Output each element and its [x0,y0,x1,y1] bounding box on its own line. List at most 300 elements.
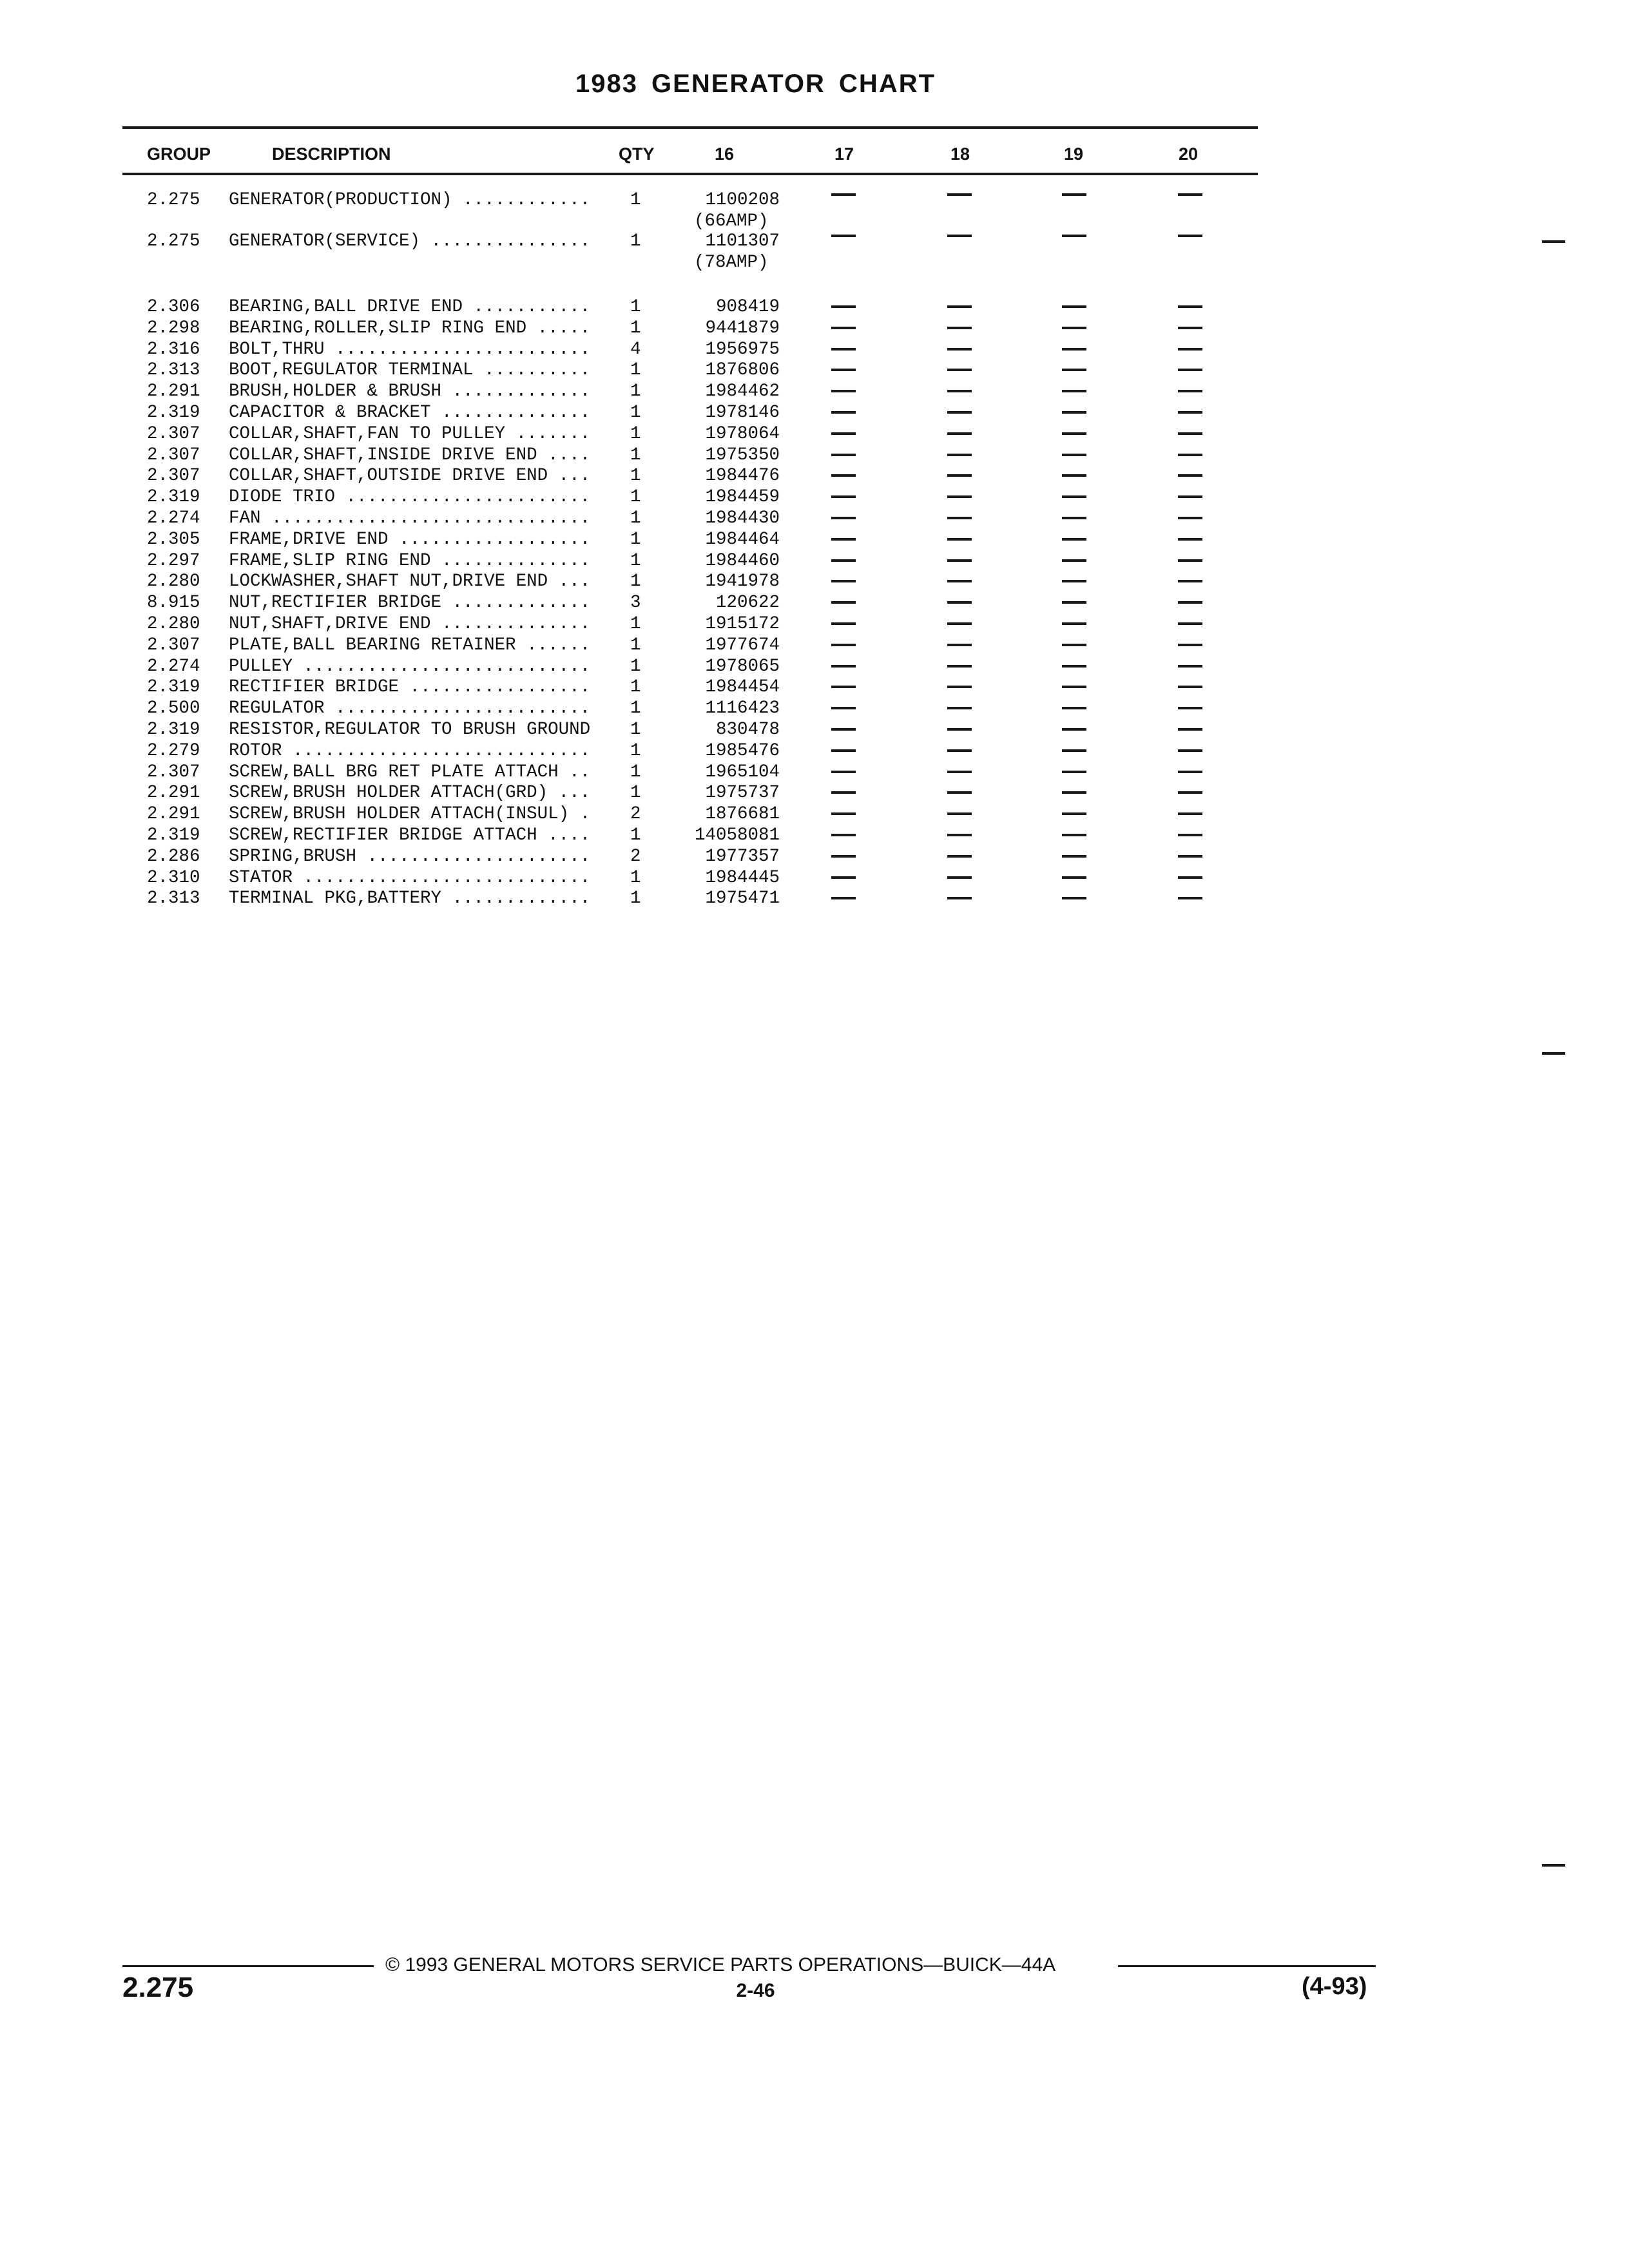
group-cell: 2.319 [147,825,200,845]
table-row [0,296,1289,318]
part-number-cell: 1915172 [705,614,780,634]
dash-mark-col-19 [1062,305,1086,308]
table-row [0,762,1289,783]
dash-mark-col-19 [1062,411,1086,414]
dash-mark-col-20 [1178,390,1202,392]
part-number-cell: 1956975 [705,339,780,360]
footer-rule-left [122,1965,374,1967]
group-cell: 2.275 [147,190,200,210]
dash-mark-col-17 [831,454,856,456]
table-row [0,189,1289,231]
group-cell: 2.274 [147,508,200,528]
table-row [0,888,1289,909]
qty-cell: 1 [630,529,641,550]
table-row [0,698,1289,719]
group-cell: 2.307 [147,445,200,465]
group-cell: 2.319 [147,403,200,423]
dash-mark-col-18 [947,791,972,794]
dash-mark-col-18 [947,193,972,196]
dash-mark-col-17 [831,686,856,688]
dash-mark-col-17 [831,411,856,414]
dash-mark-col-20 [1178,411,1202,414]
dash-mark-col-20 [1178,235,1202,237]
qty-cell: 1 [630,783,641,803]
group-cell: 2.307 [147,466,200,486]
group-cell: 2.307 [147,762,200,782]
qty-cell: 1 [630,677,641,698]
dash-mark-col-20 [1178,728,1202,731]
part-number-cell: 120622 [715,593,780,613]
part-number-cell: 1100208 [705,190,780,210]
part-number-cell: 1975737 [705,783,780,803]
group-cell: 2.313 [147,360,200,381]
dash-mark-col-20 [1178,348,1202,351]
description-cell: COLLAR,SHAFT,OUTSIDE DRIVE END ... [229,466,591,486]
description-cell: ROTOR ............................ [229,740,591,761]
table-row [0,782,1289,803]
part-number-cell: 1977357 [705,846,780,867]
group-cell: 2.305 [147,529,200,550]
group-cell: 2.316 [147,339,200,360]
dash-mark-col-19 [1062,728,1086,731]
dash-mark-col-19 [1062,454,1086,456]
dash-mark-col-18 [947,517,972,519]
description-cell: SPRING,BRUSH ..................... [229,846,591,867]
header-col-20: 20 [1178,144,1199,164]
dash-mark-col-17 [831,834,856,836]
part-number-cell: 14058081 [694,825,780,845]
dash-mark-col-18 [947,369,972,371]
qty-cell: 1 [630,867,641,888]
dash-mark-col-17 [831,348,856,351]
dash-mark-col-20 [1178,432,1202,435]
dash-mark-col-19 [1062,517,1086,519]
dash-mark-col-17 [831,369,856,371]
qty-cell: 1 [630,190,641,210]
table-row [0,635,1289,656]
dash-mark-col-18 [947,876,972,879]
qty-cell: 1 [630,231,641,251]
dash-mark-col-17 [831,538,856,541]
header-col-18: 18 [950,144,970,164]
qty-cell: 1 [630,381,641,402]
description-cell: TERMINAL PKG,BATTERY ............. [229,889,591,909]
dash-mark-col-17 [831,559,856,562]
part-number-cell: 1984430 [705,508,780,528]
dash-mark-col-17 [831,517,856,519]
dash-mark-col-20 [1178,707,1202,709]
page-title: 1983 GENERATOR CHART [575,70,936,98]
dash-mark-col-19 [1062,644,1086,646]
qty-cell: 1 [630,635,641,655]
dash-mark-col-19 [1062,707,1086,709]
qty-cell: 1 [630,825,641,845]
dash-mark-col-20 [1178,897,1202,899]
dash-mark-col-18 [947,707,972,709]
dash-mark-col-19 [1062,601,1086,604]
group-cell: 2.319 [147,677,200,698]
group-cell: 2.298 [147,318,200,338]
description-cell: PLATE,BALL BEARING RETAINER ...... [229,635,591,655]
dash-mark-col-19 [1062,432,1086,435]
dash-mark-col-18 [947,327,972,329]
description-cell: SCREW,BRUSH HOLDER ATTACH(GRD) ... [229,783,591,803]
dash-mark-col-18 [947,855,972,858]
qty-cell: 1 [630,656,641,677]
group-cell: 2.279 [147,740,200,761]
dash-mark-col-19 [1062,855,1086,858]
description-cell: SCREW,BRUSH HOLDER ATTACH(INSUL) . [229,804,591,825]
group-cell: 2.319 [147,487,200,508]
parts-table [0,0,1629,966]
table-row [0,508,1289,529]
qty-cell: 1 [630,423,641,444]
part-number-cell: 1101307 [705,231,780,251]
dash-mark-col-18 [947,580,972,582]
description-cell: REGULATOR ........................ [229,698,591,719]
qty-cell: 1 [630,360,641,381]
group-cell: 2.286 [147,846,200,867]
dash-mark-col-17 [831,432,856,435]
dash-mark-col-18 [947,728,972,731]
dash-mark-col-20 [1178,771,1202,773]
header-col-17: 17 [834,144,854,164]
qty-cell: 1 [630,550,641,571]
table-row [0,465,1289,486]
description-cell: BEARING,BALL DRIVE END ........... [229,297,591,317]
dash-mark-col-18 [947,235,972,237]
dash-mark-col-18 [947,644,972,646]
dash-mark-col-20 [1178,369,1202,371]
dash-mark-col-17 [831,855,856,858]
dash-mark-col-18 [947,771,972,773]
dash-mark-col-17 [831,876,856,879]
description-cell: COLLAR,SHAFT,INSIDE DRIVE END .... [229,445,591,465]
dash-mark-col-20 [1178,495,1202,498]
group-cell: 2.280 [147,614,200,634]
dash-mark-col-20 [1178,601,1202,604]
dash-mark-col-18 [947,559,972,562]
qty-cell: 1 [630,297,641,317]
qty-cell: 1 [630,466,641,486]
description-cell: GENERATOR(PRODUCTION) ............ [229,190,591,210]
dash-mark-col-18 [947,834,972,836]
dash-mark-col-20 [1178,686,1202,688]
dash-mark-col-19 [1062,876,1086,879]
part-number-cell: 1975471 [705,889,780,909]
group-cell: 2.306 [147,297,200,317]
group-cell: 8.915 [147,593,200,613]
group-cell: 2.310 [147,867,200,888]
part-number-cell: 1985476 [705,740,780,761]
part-number-cell: 1984454 [705,677,780,698]
header-group: GROUP [147,144,211,164]
description-cell: LOCKWASHER,SHAFT NUT,DRIVE END ... [229,572,591,592]
dash-mark-col-18 [947,622,972,625]
part-number-cell: 1984476 [705,466,780,486]
qty-cell: 1 [630,445,641,465]
table-row [0,318,1289,339]
dash-mark-col-20 [1178,559,1202,562]
dash-mark-col-17 [831,327,856,329]
table-row [0,677,1289,698]
dash-mark-col-19 [1062,538,1086,541]
qty-cell: 1 [630,403,641,423]
part-number-cell: 1984459 [705,487,780,508]
margin-mark [1542,1052,1565,1055]
footer-rule-right [1118,1965,1376,1967]
description-cell: BEARING,ROLLER,SLIP RING END ..... [229,318,591,338]
dash-mark-col-17 [831,791,856,794]
dash-mark-col-20 [1178,876,1202,879]
dash-mark-col-19 [1062,686,1086,688]
qty-cell: 1 [630,572,641,592]
description-cell: RESISTOR,REGULATOR TO BRUSH GROUND [229,720,591,740]
description-cell: FAN .............................. [229,508,591,528]
qty-cell: 2 [630,846,641,867]
part-number-cell: 1978065 [705,656,780,677]
dash-mark-col-17 [831,305,856,308]
description-cell: NUT,RECTIFIER BRIDGE ............. [229,593,591,613]
description-cell: RECTIFIER BRIDGE ................. [229,677,591,698]
part-number-cell: 1984464 [705,529,780,550]
description-cell: CAPACITOR & BRACKET .............. [229,403,591,423]
part-number-cell: 1876681 [705,804,780,825]
qty-cell: 2 [630,804,641,825]
dash-mark-col-20 [1178,193,1202,196]
group-cell: 2.307 [147,635,200,655]
dash-mark-col-18 [947,432,972,435]
dash-mark-col-17 [831,707,856,709]
part-number-cell: 1975350 [705,445,780,465]
dash-mark-col-17 [831,622,856,625]
qty-cell: 1 [630,762,641,782]
part-number-cell: 1978064 [705,423,780,444]
dash-mark-col-20 [1178,665,1202,668]
dash-mark-col-18 [947,812,972,815]
qty-cell: 1 [630,614,641,634]
dash-mark-col-18 [947,348,972,351]
description-cell: BOLT,THRU ........................ [229,339,591,360]
footer-section-number: 2.275 [122,1972,194,2003]
part-number-cell: 1978146 [705,403,780,423]
table-row [0,445,1289,466]
dash-mark-col-19 [1062,193,1086,196]
table-row [0,339,1289,360]
qty-cell: 1 [630,698,641,719]
dash-mark-col-20 [1178,474,1202,477]
description-cell: BRUSH,HOLDER & BRUSH ............. [229,381,591,402]
dash-mark-col-17 [831,474,856,477]
qty-cell: 1 [630,318,641,338]
part-number-cell: 830478 [715,720,780,740]
dash-mark-col-20 [1178,538,1202,541]
group-cell: 2.297 [147,550,200,571]
part-number-cell: 1116423 [705,698,780,719]
table-row [0,719,1289,740]
part-number-cell: 1984460 [705,550,780,571]
dash-mark-col-18 [947,454,972,456]
dash-mark-col-17 [831,897,856,899]
group-cell: 2.291 [147,783,200,803]
dash-mark-col-19 [1062,897,1086,899]
table-row [0,529,1289,550]
dash-mark-col-17 [831,601,856,604]
dash-mark-col-17 [831,644,856,646]
part-number-cell: 1984462 [705,381,780,402]
group-cell: 2.275 [147,231,200,251]
part-number-cell: 9441879 [705,318,780,338]
table-row [0,592,1289,613]
dash-mark-col-19 [1062,665,1086,668]
description-cell: FRAME,DRIVE END .................. [229,529,591,550]
dash-mark-col-18 [947,601,972,604]
description-cell: COLLAR,SHAFT,FAN TO PULLEY ....... [229,423,591,444]
dash-mark-col-20 [1178,580,1202,582]
footer-revision-date: (4-93) [1302,1973,1367,2000]
dash-mark-col-18 [947,538,972,541]
header-col-16: 16 [714,144,735,164]
dash-mark-col-19 [1062,474,1086,477]
table-row [0,360,1289,381]
dash-mark-col-19 [1062,834,1086,836]
qty-cell: 1 [630,508,641,528]
description-cell: GENERATOR(SERVICE) ............... [229,231,591,251]
dash-mark-col-20 [1178,327,1202,329]
dash-mark-col-17 [831,580,856,582]
description-cell: STATOR ........................... [229,867,591,888]
part-number-cell: 1876806 [705,360,780,381]
table-row [0,867,1289,889]
group-cell: 2.291 [147,381,200,402]
dash-mark-col-17 [831,390,856,392]
dash-mark-col-20 [1178,812,1202,815]
margin-mark [1542,1864,1565,1867]
table-row [0,423,1289,445]
footer-page-number: 2-46 [736,1980,775,2001]
dash-mark-col-19 [1062,348,1086,351]
dash-mark-col-17 [831,812,856,815]
dash-mark-col-19 [1062,749,1086,752]
table-row [0,486,1289,508]
table-row [0,803,1289,825]
dash-mark-col-17 [831,728,856,731]
description-cell: SCREW,RECTIFIER BRIDGE ATTACH .... [229,825,591,845]
dash-mark-col-19 [1062,495,1086,498]
table-row [0,613,1289,635]
dash-mark-col-19 [1062,369,1086,371]
table-row [0,571,1289,592]
part-number-cell: 1941978 [705,572,780,592]
part-number-cell: 1984445 [705,867,780,888]
description-cell: BOOT,REGULATOR TERMINAL .......... [229,360,591,381]
dash-mark-col-17 [831,665,856,668]
header-col-19: 19 [1063,144,1084,164]
dash-mark-col-17 [831,495,856,498]
table-row [0,740,1289,762]
group-cell: 2.291 [147,804,200,825]
description-cell: SCREW,BALL BRG RET PLATE ATTACH .. [229,762,591,782]
dash-mark-col-18 [947,411,972,414]
dash-mark-col-20 [1178,644,1202,646]
dash-mark-col-19 [1062,622,1086,625]
dash-mark-col-19 [1062,235,1086,237]
dash-mark-col-20 [1178,855,1202,858]
dash-mark-col-18 [947,749,972,752]
table-row [0,381,1289,402]
description-cell: PULLEY ........................... [229,656,591,677]
dash-mark-col-19 [1062,791,1086,794]
description-cell: FRAME,SLIP RING END .............. [229,550,591,571]
part-number-cell: 1965104 [705,762,780,782]
dash-mark-col-19 [1062,559,1086,562]
dash-mark-col-20 [1178,791,1202,794]
qty-cell: 1 [630,720,641,740]
dash-mark-col-18 [947,686,972,688]
dash-mark-col-18 [947,897,972,899]
qty-cell: 4 [630,339,641,360]
dash-mark-col-19 [1062,390,1086,392]
dash-mark-col-19 [1062,327,1086,329]
dash-mark-col-18 [947,474,972,477]
dash-mark-col-20 [1178,305,1202,308]
table-row [0,231,1289,273]
dash-mark-col-19 [1062,771,1086,773]
table-row [0,550,1289,572]
table-row [0,846,1289,867]
group-cell: 2.313 [147,889,200,909]
part-number-cell: 908419 [715,297,780,317]
group-cell: 2.319 [147,720,200,740]
qty-cell: 1 [630,487,641,508]
margin-mark [1542,240,1565,243]
group-cell: 2.274 [147,656,200,677]
table-row [0,656,1289,677]
header-qty: QTY [619,144,655,164]
dash-mark-col-19 [1062,812,1086,815]
part-note-cell: (78AMP) [694,253,769,273]
qty-cell: 3 [630,593,641,613]
description-cell: NUT,SHAFT,DRIVE END .............. [229,614,591,634]
dash-mark-col-20 [1178,834,1202,836]
group-cell: 2.307 [147,423,200,444]
part-note-cell: (66AMP) [694,211,769,231]
group-cell: 2.280 [147,572,200,592]
footer-copyright: © 1993 GENERAL MOTORS SERVICE PARTS OPERATIONS—BUICK—44A [385,1954,1056,1975]
dash-mark-col-17 [831,193,856,196]
table-row [0,825,1289,846]
qty-cell: 1 [630,889,641,909]
dash-mark-col-18 [947,665,972,668]
dash-mark-col-19 [1062,580,1086,582]
dash-mark-col-18 [947,390,972,392]
description-cell: DIODE TRIO ....................... [229,487,591,508]
part-number-cell: 1977674 [705,635,780,655]
dash-mark-col-20 [1178,517,1202,519]
dash-mark-col-20 [1178,749,1202,752]
header-description: DESCRIPTION [272,144,391,164]
group-cell: 2.500 [147,698,200,719]
table-row [0,402,1289,423]
dash-mark-col-20 [1178,622,1202,625]
qty-cell: 1 [630,740,641,761]
dash-mark-col-18 [947,495,972,498]
dash-mark-col-17 [831,771,856,773]
dash-mark-col-17 [831,235,856,237]
dash-mark-col-18 [947,305,972,308]
dash-mark-col-17 [831,749,856,752]
dash-mark-col-20 [1178,454,1202,456]
